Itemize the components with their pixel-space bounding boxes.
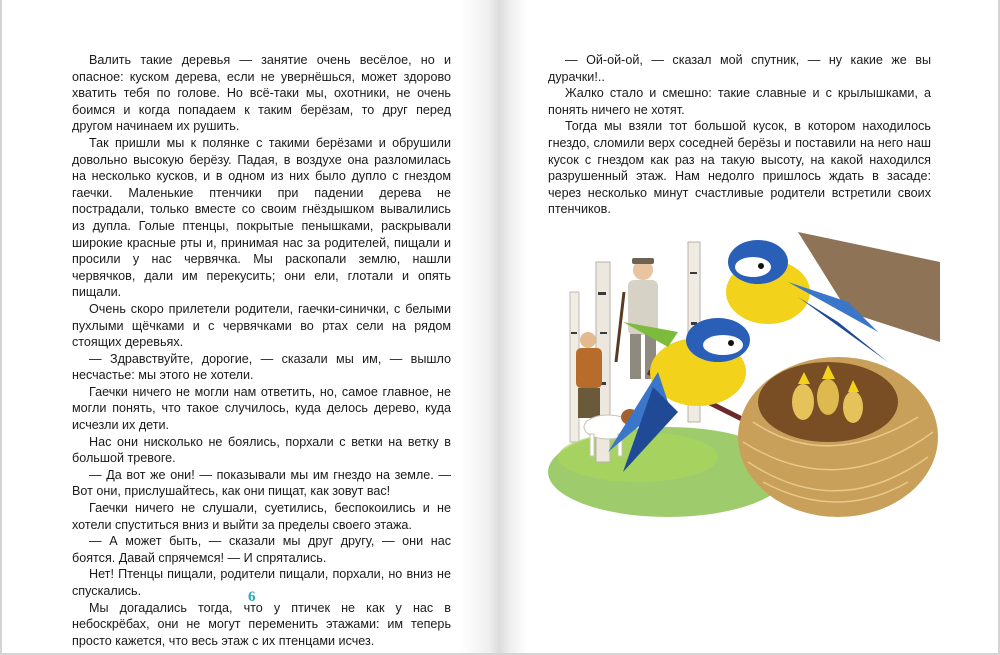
paragraph: Валить такие деревья — занятие очень весёлое, но и опасное: куском дерева, если не увернёшься, может здорово хватить тебя по голове. Но всё-таки мы, охотники, не очень боимся и когда попадаем к таким берёзам, то друг перед другом начинаем их рушить. bbox=[72, 53, 451, 134]
paragraph: Нас они нисколько не боялись, порхали с ветки на ветку в большой тревоге. bbox=[72, 434, 451, 466]
paragraph: Жалко стало и смешно: такие славные и с крылышками, а понять ничего не хотят. bbox=[548, 86, 931, 117]
paragraph: Мы догадались тогда, что у птичек не как у нас в небоскрёбах, они не могут переменить этажами: им теперь просто кажется, что весь этаж с их птенцами исчез. bbox=[72, 600, 451, 648]
paragraph: — А может быть, — сказали мы друг другу, — они нас боятся. Давай спрячемся! — И спрятались. bbox=[72, 534, 451, 565]
paragraph: Очень скоро прилетели родители, гаечки-синички, с белыми пухлыми щёчками и с червячками во ртах сели на рядом стоящих деревьях. bbox=[72, 301, 451, 350]
paragraph: Тогда мы взяли тот большой кусок, в котором находилось гнездо, сломили верх соседней берёзы и поставили на него наш кусок с гнездом как раз на такую высоту, на какой находился разрушенный этаж. Нам недолго пришлось ждать в засаде: через несколько минут счастливые родители встретили своих птенчиков. bbox=[548, 119, 931, 217]
gutter-shadow-left bbox=[460, 0, 500, 653]
right-page-text bbox=[548, 52, 931, 218]
paragraph: Нет! Птенцы пищали, родители пищали, порхали, но вниз не спускались. bbox=[72, 567, 451, 598]
paragraph: — Ой-ой-ой, — сказал мой спутник, — ну какие же вы дурачки!.. bbox=[548, 53, 931, 84]
hunter-figure bbox=[616, 258, 658, 379]
illustration-birds-nest bbox=[548, 222, 940, 542]
gutter-shadow-right bbox=[500, 0, 528, 653]
paragraph: — Здравствуйте, дорогие, — сказали мы им, — вышло несчастье: мы этого не хотели. bbox=[72, 351, 451, 383]
paragraph: Так пришли мы к полянке с такими берёзами и обрушили довольно высокую берёзу. Падая, в воздухе она разломилась на несколько кусков, и в одном из них было дупло с гнездом гаечки. Маленькие птенчики при падении дерева не пострадали, только вместе со своим гнёздышком вывалились из дупла. Голые птенцы, покрытые пенышками, раскрывали широкие красные рты и, принимая нас за родителей, пищали и просили у нас червячка. Мы раскопали землю, нашли червячков, дали им перекусить; они ели, глотали и опять пищали. bbox=[72, 135, 451, 300]
paragraph: Гаечки ничего не слушали, суетились, беспокоились и не хотели спуститься вниз и выйти за пределы своего этажа. bbox=[72, 501, 451, 532]
left-page-text bbox=[72, 52, 451, 649]
paragraph: — Да вот же они! — показывали мы им гнездо на земле. — Вот они, прислушайтесь, как они пищат, как зовут вас! bbox=[72, 467, 451, 499]
paragraph: Гаечки ничего не могли нам ответить, но, самое главное, не могли понять, что такое случилось, куда делось дерево, куда исчезли их дети. bbox=[72, 384, 451, 433]
page-number: 6 bbox=[248, 589, 256, 605]
